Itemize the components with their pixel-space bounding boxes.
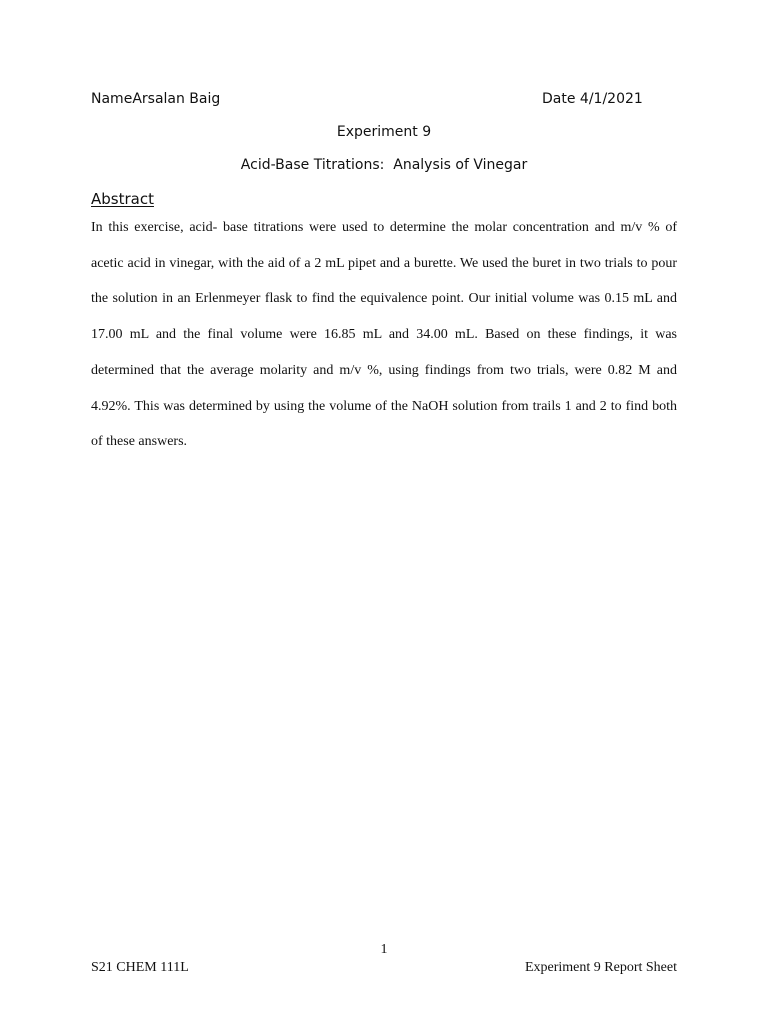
experiment-heading: Experiment 9 xyxy=(336,124,432,140)
footer-course-code: S21 CHEM 111L xyxy=(91,960,189,975)
header-row xyxy=(91,91,677,111)
footer-document-title: Experiment 9 Report Sheet xyxy=(524,960,677,975)
name-field xyxy=(91,91,220,107)
report-title: Acid-Base Titrations: Analysis of Vinegar xyxy=(240,157,528,173)
name-label: Name xyxy=(91,91,133,107)
student-name: Arsalan Baig xyxy=(132,91,221,107)
date-label: Date xyxy=(542,91,576,107)
date-field xyxy=(542,91,643,107)
report-date: 4/1/2021 xyxy=(579,91,643,107)
page-number: 1 xyxy=(380,942,388,957)
abstract-body: In this exercise, acid- base titrations were used to determine the molar concentration and m/v % of acetic acid in vinegar, with the aid of a 2 mL pipet and a burette. We used the buret in two trials to pour the solution in an Erlenmeyer flask to find the equivalence point. Our initial volume was 0.15 mL and 17.00 mL and the final volume were 16.85 mL and 34.00 mL. Based on these findings, it was determined that the average molarity and m/v %, using findings from two trials, were 0.82 M and 4.92%. This was determined by using the volume of the NaOH solution from trails 1 and 2 to find both of these answers. xyxy=(91,220,677,450)
abstract-heading: Abstract xyxy=(91,190,154,208)
